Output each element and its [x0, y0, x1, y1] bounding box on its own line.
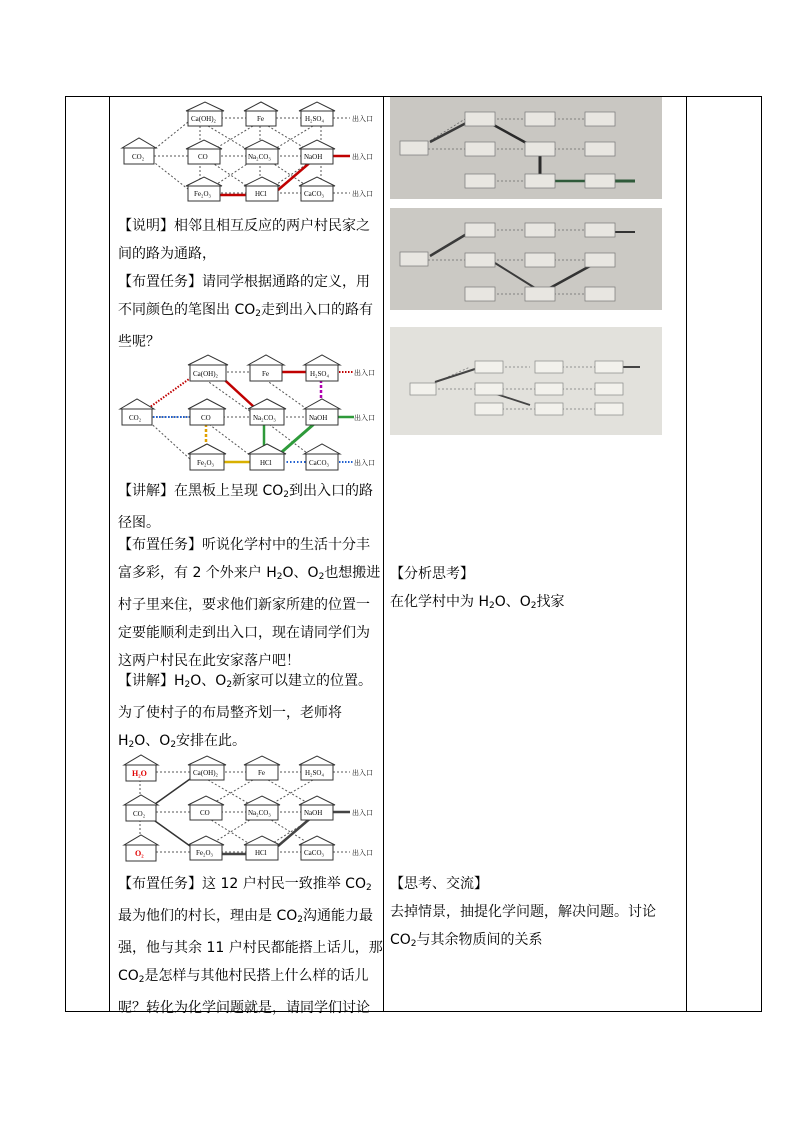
svg-text:出入口: 出入口	[352, 769, 373, 777]
thinking-discussion: 【思考、交流】 去掉情景，抽提化学问题，解决问题。讨论 $CO_2$与其余物质间的关系	[390, 876, 656, 949]
svg-text:H₂SO₄: H₂SO₄	[310, 370, 329, 378]
svg-text:出入口: 出入口	[352, 153, 373, 161]
analysis-thinking: 【分析思考】 在化学村中为 $H_2O$、$O_2$找家	[390, 566, 565, 611]
svg-text:H₂SO₄: H₂SO₄	[305, 115, 324, 123]
paragraph-note: 【说明】相邻且相互反应的两户村民家之 间的路为通路，	[118, 218, 370, 262]
svg-text:出入口: 出入口	[354, 414, 375, 422]
svg-text:Fe: Fe	[262, 370, 269, 378]
chemistry-village-diagram-2	[116, 352, 375, 474]
paragraph-task-3: 【布置任务】这 12 户村民一致推举 $CO_2$ 最为他们的村长，理由是 $CO_2$沟通能力最 强，他与其余 11 户村民都能搭上话儿，那 $CO_2$是怎样与其他村民搭上什么样的话儿 呢？转化为化学问题就是，请同学们讨论	[118, 876, 383, 1016]
svg-text:H₂O: H₂O	[132, 769, 147, 778]
svg-text:HCl: HCl	[255, 190, 267, 198]
svg-text:Fe₂O₃: Fe₂O₃	[197, 459, 214, 467]
svg-text:Ca(OH)₂: Ca(OH)₂	[191, 115, 216, 123]
classroom-photo-2	[390, 208, 662, 310]
svg-text:CO₂: CO₂	[129, 414, 142, 422]
svg-text:CO: CO	[198, 153, 208, 161]
svg-text:NaOH: NaOH	[304, 153, 323, 161]
svg-text:CaCO₃: CaCO₃	[309, 459, 329, 467]
paragraph-explain-1: 【讲解】在黑板上呈现 $CO_2$到出入口的路 径图。	[118, 483, 373, 531]
paragraph-task-2: 【布置任务】听说化学村中的生活十分丰 富多彩，有 2 个外来户 $H_2O$、$O_2$也想搬进 村子里来住，要求他们新家所建的位置一 定要能顺利走到出入口，现在请同学们为 这两户村民在此安家落户吧！	[118, 537, 381, 669]
column-divider-2	[383, 97, 384, 1011]
svg-text:出入口: 出入口	[354, 369, 375, 377]
column-divider-3	[686, 97, 687, 1011]
svg-text:NaOH: NaOH	[309, 414, 328, 422]
svg-text:Na₂CO₃: Na₂CO₃	[248, 153, 271, 161]
paragraph-explain-2: 【讲解】$H_2O$、$O_2$新家可以建立的位置。 为了使村子的布局整齐划一，老师将 $H_2O$、$O_2$安排在此。	[118, 673, 373, 750]
svg-text:CO: CO	[201, 414, 211, 422]
svg-text:Fe₂O₃: Fe₂O₃	[194, 190, 211, 198]
svg-text:CaCO₃: CaCO₃	[304, 190, 324, 198]
svg-text:出入口: 出入口	[352, 115, 373, 123]
svg-text:Ca(OH)₂: Ca(OH)₂	[193, 769, 218, 777]
svg-text:HCl: HCl	[255, 849, 267, 857]
svg-text:H₂SO₄: H₂SO₄	[305, 769, 324, 777]
column-divider-1	[109, 97, 110, 1011]
svg-text:HCl: HCl	[260, 459, 272, 467]
svg-text:出入口: 出入口	[352, 849, 373, 857]
svg-text:出入口: 出入口	[352, 809, 373, 817]
classroom-photo-1	[390, 97, 662, 199]
svg-text:Ca(OH)₂: Ca(OH)₂	[193, 370, 218, 378]
svg-text:CO₂: CO₂	[133, 810, 146, 818]
svg-text:CO₂: CO₂	[132, 153, 145, 161]
svg-text:出入口: 出入口	[354, 459, 375, 467]
paragraph-task-1: 【布置任务】请同学根据通路的定义，用 不同颜色的笔图出 $CO_2$走到出入口的路有 些呢？	[118, 274, 373, 350]
svg-text:Fe: Fe	[258, 769, 265, 777]
svg-text:Na₂CO₃: Na₂CO₃	[248, 809, 271, 817]
svg-text:Fe: Fe	[257, 115, 264, 123]
svg-text:Fe₂O₃: Fe₂O₃	[196, 849, 213, 857]
chemistry-village-diagram-3	[118, 754, 374, 866]
svg-text:NaOH: NaOH	[304, 809, 323, 817]
svg-text:出入口: 出入口	[352, 190, 373, 198]
classroom-photo-3	[390, 327, 662, 435]
chemistry-village-diagram-1	[118, 98, 373, 210]
svg-text:Na₂CO₃: Na₂CO₃	[253, 414, 276, 422]
svg-text:CaCO₃: CaCO₃	[304, 849, 324, 857]
svg-text:CO: CO	[200, 809, 210, 817]
svg-text:O₂: O₂	[135, 849, 144, 858]
